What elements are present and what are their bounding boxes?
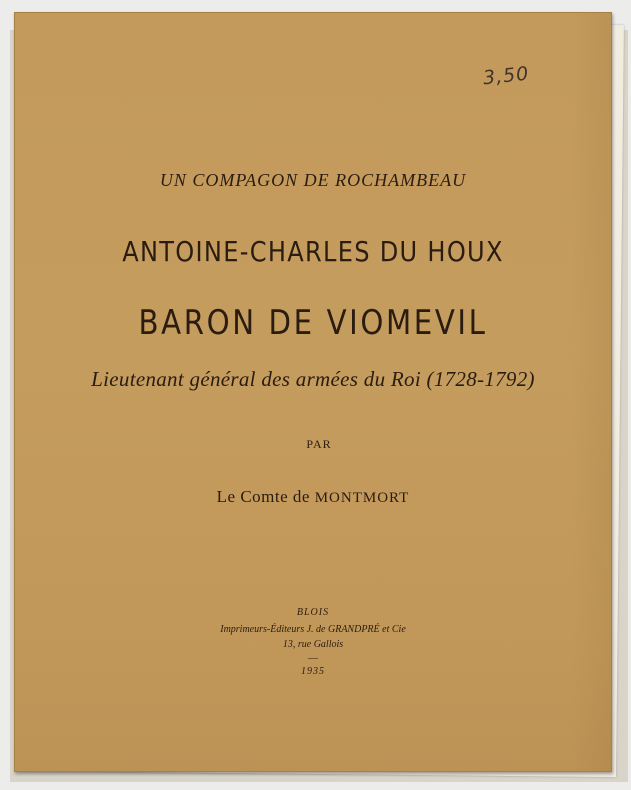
cover-par: PAR xyxy=(306,437,332,451)
publisher-dash: — xyxy=(308,653,318,664)
booklet-cover xyxy=(14,12,612,772)
author-name: MONTMORT xyxy=(314,490,410,506)
publisher-address: 13, rue Gallois xyxy=(282,639,344,650)
cover-name: ANTOINE-CHARLES DU HOUX xyxy=(122,235,504,268)
cover-title: BARON DE VIOMEVIL xyxy=(138,303,488,343)
publisher-house: Imprimeurs-Éditeurs J. de GRANDPRÉ et Cie xyxy=(220,624,406,635)
cover-rank: Lieutenant général des armées du Roi (1728-1792) xyxy=(91,367,535,391)
publication-year: 1935 xyxy=(301,666,325,677)
author-prefix: Le Comte de xyxy=(216,487,310,506)
publisher-city: BLOIS xyxy=(296,607,330,618)
handwritten-price: 3,50 xyxy=(481,62,531,90)
cover-subtitle: UN COMPAGON DE ROCHAMBEAU xyxy=(159,170,467,190)
cover-author xyxy=(15,487,611,507)
